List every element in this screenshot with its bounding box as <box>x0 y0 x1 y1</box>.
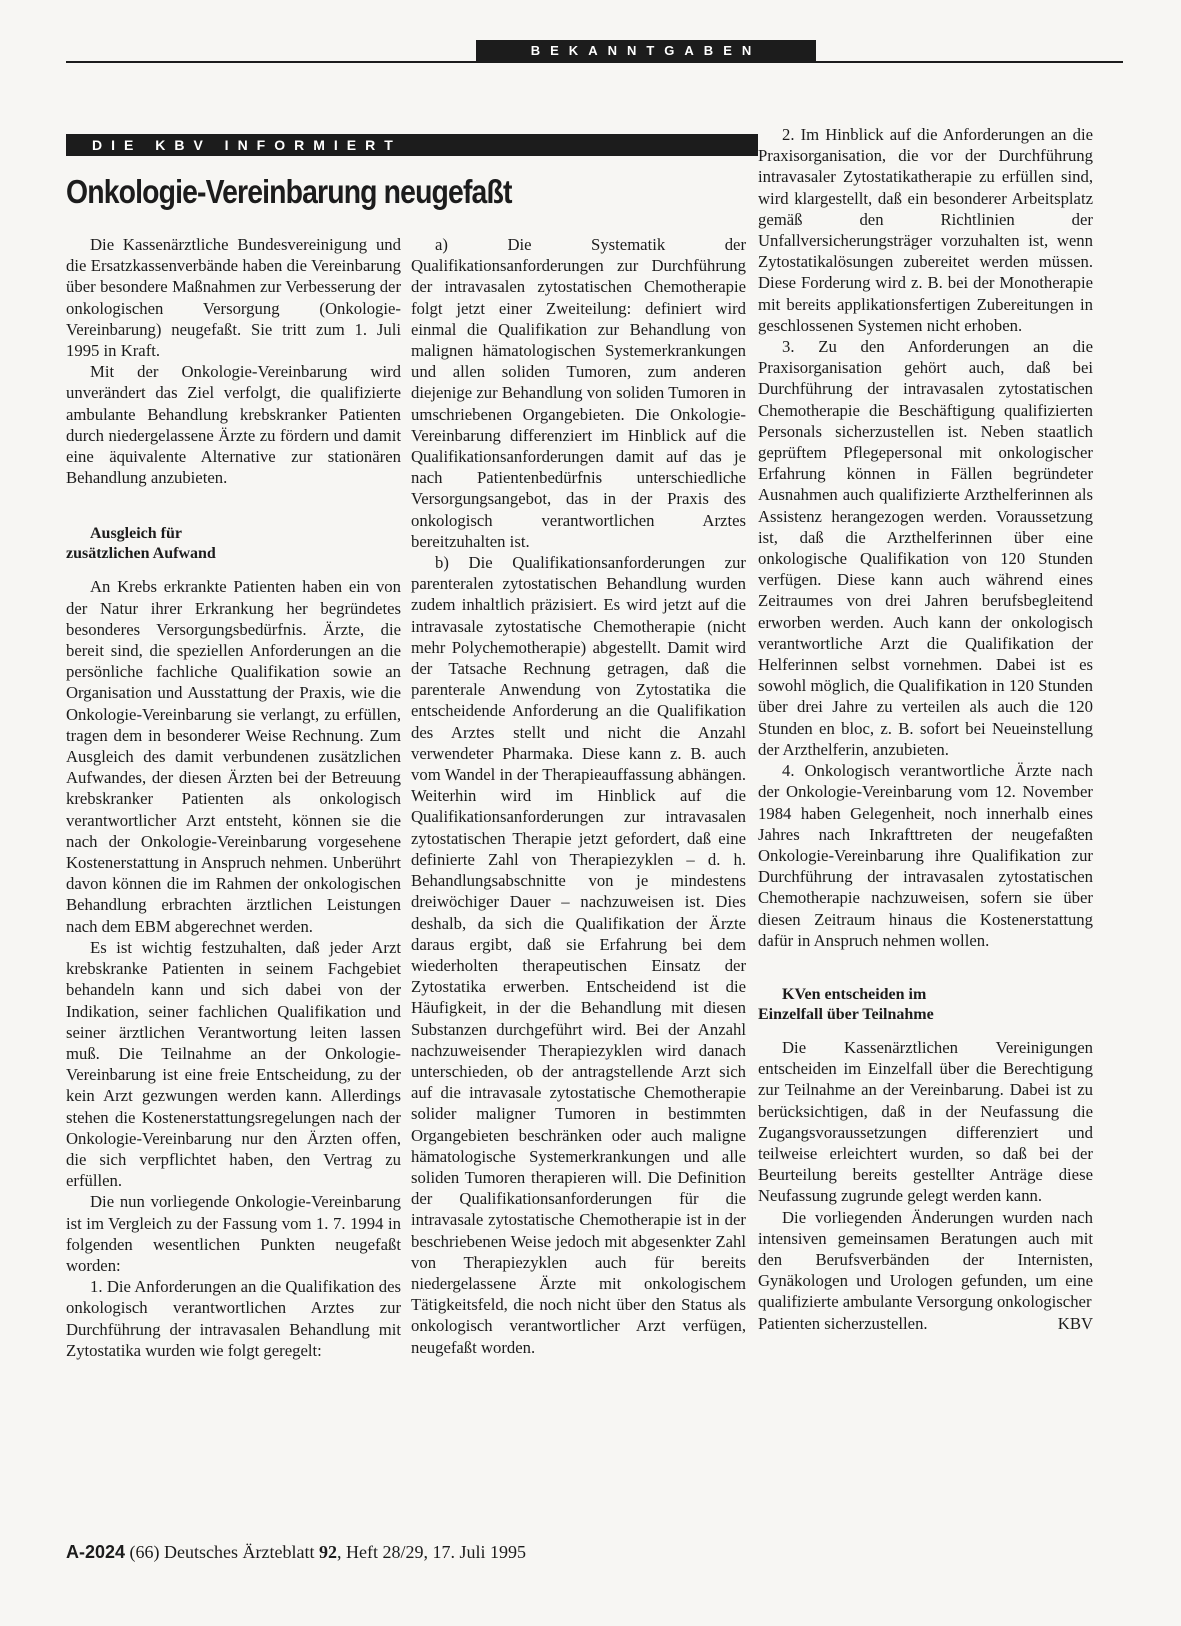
paragraph: Die vorliegenden Änderungen wurden nach intensiven gemeinsamen Beratungen auch mit den Berufsverbänden der Internisten, Gynäkologen und Urologen gefunden, um eine qualifizierte ambulante Versorgung onkologischer <box>758 1207 1093 1312</box>
paragraph: 4. Onkologisch verantwortliche Ärzte nach der Onkologie-Vereinbarung vom 12. November 1984 haben Gelegenheit, noch innerhalb eines Jahres nach Inkrafttreten der neugefaßten Onkologie-Vereinbarung ihre Qualifikation zur Durchführung der intravasalen zytostatischen Chemotherapie nachzuweisen, sofern sie über diesen Zeitraum hinaus die Kostenerstattung dafür in Anspruch nehmen wollen. <box>758 761 1093 950</box>
paragraph: Es ist wichtig festzuhalten, daß jeder Arzt krebskranke Patienten in seinem Fachgebiet behandeln kann und sich dabei von der Indikation, seiner fachlichen Qualifikation und seiner ärztlichen Verantwortung leiten lassen muß. Die Teilnahme an der Onkologie-Vereinbarung ist eine freie Entscheidung, zu der kein Arzt gezwungen werden kann. Allerdings stehen die Kostenerstattungsregelungen nach der Onkologie-Vereinbarung nur den Ärzten offen, die sich verpflichtet haben, den Vertrag zu erfüllen. <box>66 937 401 1191</box>
article-column-1 <box>66 234 401 1361</box>
page-footer <box>66 1540 766 1564</box>
article-column-3 <box>758 124 1093 1334</box>
footer-issue: , Heft 28/29, 17. Juli 1995 <box>336 1542 526 1562</box>
paragraph: Die Kassenärztlichen Vereinigungen entscheiden im Einzelfall über die Berechtigung zur Teilnahme an der Vereinbarung. Dabei ist zu berücksichtigen, daß in der Neufassung die Zugangsvoraussetzungen differenziert und teilweise erleichtert wurden, so daß bei der Beurteilung bereits gestellter Anträge diese Neufassung zugrunde gelegt werden kann. <box>758 1037 1093 1206</box>
paragraph: 1. Die Anforderungen an die Qualifikation des onkologisch verantwortlichen Arztes zur Durchführung der intravasalen Behandlung mit Zytostatika wurden wie folgt geregelt: <box>66 1277 401 1360</box>
section-header-bar <box>66 40 1123 64</box>
subheading-line: Ausgleich für <box>90 525 182 543</box>
paragraph: 2. Im Hinblick auf die Anforderungen an die Praxisorganisation, die vor der Durchführung intravasaler Zytostatikatherapie zu erfüllen sind, wird klargestellt, daß ein besonderer Arbeitsplatz gemäß den Richtlinien der Unfallversicherungsträger vorzuhalten ist, wenn Zytostatikalösungen zubereitet werden müssen. Diese Forderung wird z. B. bei der Monotherapie mit bereits applikationsfertigen Zubereitungen in geschlossenen Systemen nicht erhoben. <box>758 125 1093 335</box>
paragraph: a) Die Systematik der Qualifikationsanforderungen zur Durchführung der intravasalen zytostatischen Chemotherapie folgt jetzt einer Zweiteilung: definiert wird einmal die Qualifikation zur Behandlung von malignen hämatologischen Systemerkrankungen und allen soliden Tumoren, zum anderen diejenige zur Behandlung von soliden Tumoren in umschriebenen Organgebieten. Die Onkologie-Vereinbarung differenziert im Hinblick auf die Qualifikationsanforderungen damit auf das je nach Patientenbedürfnis unterschiedliche Versorgungsangebot, das in der Praxis des onkologisch verantwortlichen Arztes bereitzuhalten ist. <box>411 235 746 551</box>
footer-volume: 92 <box>318 1542 337 1562</box>
section-tag: BEKANNTGABEN <box>476 40 816 61</box>
closing-line <box>758 1313 1093 1334</box>
paragraph: 3. Zu den Anforderungen an die Praxisorganisation gehört auch, daß bei Durchführung der intravasalen zytostatischen Chemotherapie die Beschäftigung qualifizierten Personals sicherzustellen ist. Neben staatlich geprüftem Pflegepersonal mit onkologischer Erfahrung können in Fällen begründeter Ausnahmen auch qualifizierte Arzthelferinnen als Assistenz herangezogen werden. Voraussetzung ist, daß die Arzthelferinnen über eine onkologische Qualifikation von 120 Stunden verfügen. Diese kann auch während eines Zeitraumes von drei Jahren berufsbegleitend erworben werden. Auch kann der onkologisch verantwortliche Arzt die Qualifikation der Helferinnen selbst vornehmen. Dabei ist es sowohl möglich, die Qualifikation in 120 Stunden über drei Jahre zu verteilen als auch die 120 Stunden en bloc, z. B. sofort bei Neueinstellung der Arzthelferin, anzubieten. <box>758 337 1093 759</box>
paragraph: An Krebs erkrankte Patienten haben ein von der Natur ihrer Erkrankung her begründetes besonderes Versorgungsbedürfnis. Ärzte, die bereit sind, die speziellen Anforderungen an die persönliche fachliche Qualifikation sowie an Organisation und Ausstattung der Praxis, wie die Onkologie-Vereinbarung sie verlangt, zu erfüllen, tragen dem in besonderer Weise Rechnung. Zum Ausgleich des damit verbundenen zusätzlichen Aufwandes, der diesen Ärzten bei der Betreuung krebskranker Patienten als onkologisch verantwortlicher Arzt entsteht, können sie die nach der Onkologie-Vereinbarung vorgesehene Kostenerstattung in Anspruch nehmen. Unberührt davon können die im Rahmen der onkologischen Behandlung erbrachten ärztlichen Leistungen nach dem EBM abgerechnet werden. <box>66 577 401 936</box>
subheading <box>66 524 401 564</box>
paragraph: Die nun vorliegende Onkologie-Vereinbarung ist im Vergleich zu der Fassung vom 1. 7. 1994 in folgenden wesentlichen Punkten neugefaßt worden: <box>66 1192 401 1275</box>
footer-publication: (66) Deutsches Ärzteblatt <box>129 1542 315 1562</box>
subheading-line: Einzelfall über Teilnahme <box>758 1005 934 1023</box>
author-signature: KBV <box>1057 1313 1093 1333</box>
paragraph: Die Kassenärztliche Bundesvereinigung und die Ersatzkassenverbände haben die Vereinbarung über besondere Maßnahmen zur Verbesserung der onkologischen Versorgung (Onkologie-Vereinbarung) neugefaßt. Sie tritt zum 1. Juli 1995 in Kraft. <box>66 235 401 361</box>
page-code: A-2024 <box>66 1542 126 1562</box>
subheading-line: KVen entscheiden im <box>782 985 927 1003</box>
article-kicker: DIE KBV INFORMIERT <box>66 134 758 156</box>
paragraph: Mit der Onkologie-Vereinbarung wird unverändert das Ziel verfolgt, die qualifizierte ambulante Behandlung krebskranker Patienten durch niedergelassene Ärzte zu fördern und damit eine äquivalente Alternative zur stationären Behandlung anzubieten. <box>66 362 401 488</box>
subheading-line: zusätzlichen Aufwand <box>66 545 216 563</box>
header-rule <box>66 61 1123 63</box>
subheading <box>758 985 1093 1025</box>
article-title: Onkologie-Vereinbarung neugefaßt <box>66 173 512 210</box>
closing-text: Patienten sicherzustellen. <box>758 1313 928 1333</box>
paragraph: b) Die Qualifikationsanforderungen zur parenteralen zytostatischen Behandlung wurden zudem inhaltlich präzisiert. Es wird jetzt auf die intravasale zytostatische Chemotherapie (nicht mehr Polychemotherapie) abgestellt. Damit wird der Tatsache Rechnung getragen, daß die parenterale Anwendung von Zytostatika die entscheidende Anforderung an die Qualifikation des Arztes stellt und nicht die Anzahl verwendeter Pharmaka. Diese kann z. B. auch vom Wandel in der Therapieauffassung abhängen. Weiterhin wird im Hinblick auf die Qualifikationsanforderungen zur intravasalen zytostatischen Therapie jetzt gefordert, daß eine definierte Zahl von Therapiezyklen – d. h. Behandlungsabschnitte von je mindestens dreiwöchiger Dauer – nachzuweisen ist. Dies deshalb, da sich die Qualifikation der Ärzte daraus ergibt, daß sie Erfahrung bei dem wiederholten therapeutischen Einsatz der Zytostatika erwerben. Entscheidend ist die Häufigkeit, in der die Behandlung mit diesen Substanzen durchgeführt wird. Bei der Anzahl nachzuweisender Therapiezyklen wird danach unterschieden, ob der antragstellende Arzt sich auf die intravasale zytostatische Chemotherapie solider maligner Tumoren in bestimmten Organgebieten beschränken oder auch maligne hämatologische Systemerkrankungen und alle soliden Tumoren therapieren will. Die Definition der Qualifikationsanforderungen für die intravasale zytostatische Chemotherapie ist in der beschriebenen Weise jedoch mit abgesenkter Zahl von Therapiezyklen auch für bereits niedergelassene Ärzte mit onkologischem Tätigkeitsfeld, die noch nicht über den Status als onkologisch verantwortlicher Arzt verfügen, neugefaßt worden. <box>411 553 746 1357</box>
article-column-2 <box>411 234 746 1358</box>
